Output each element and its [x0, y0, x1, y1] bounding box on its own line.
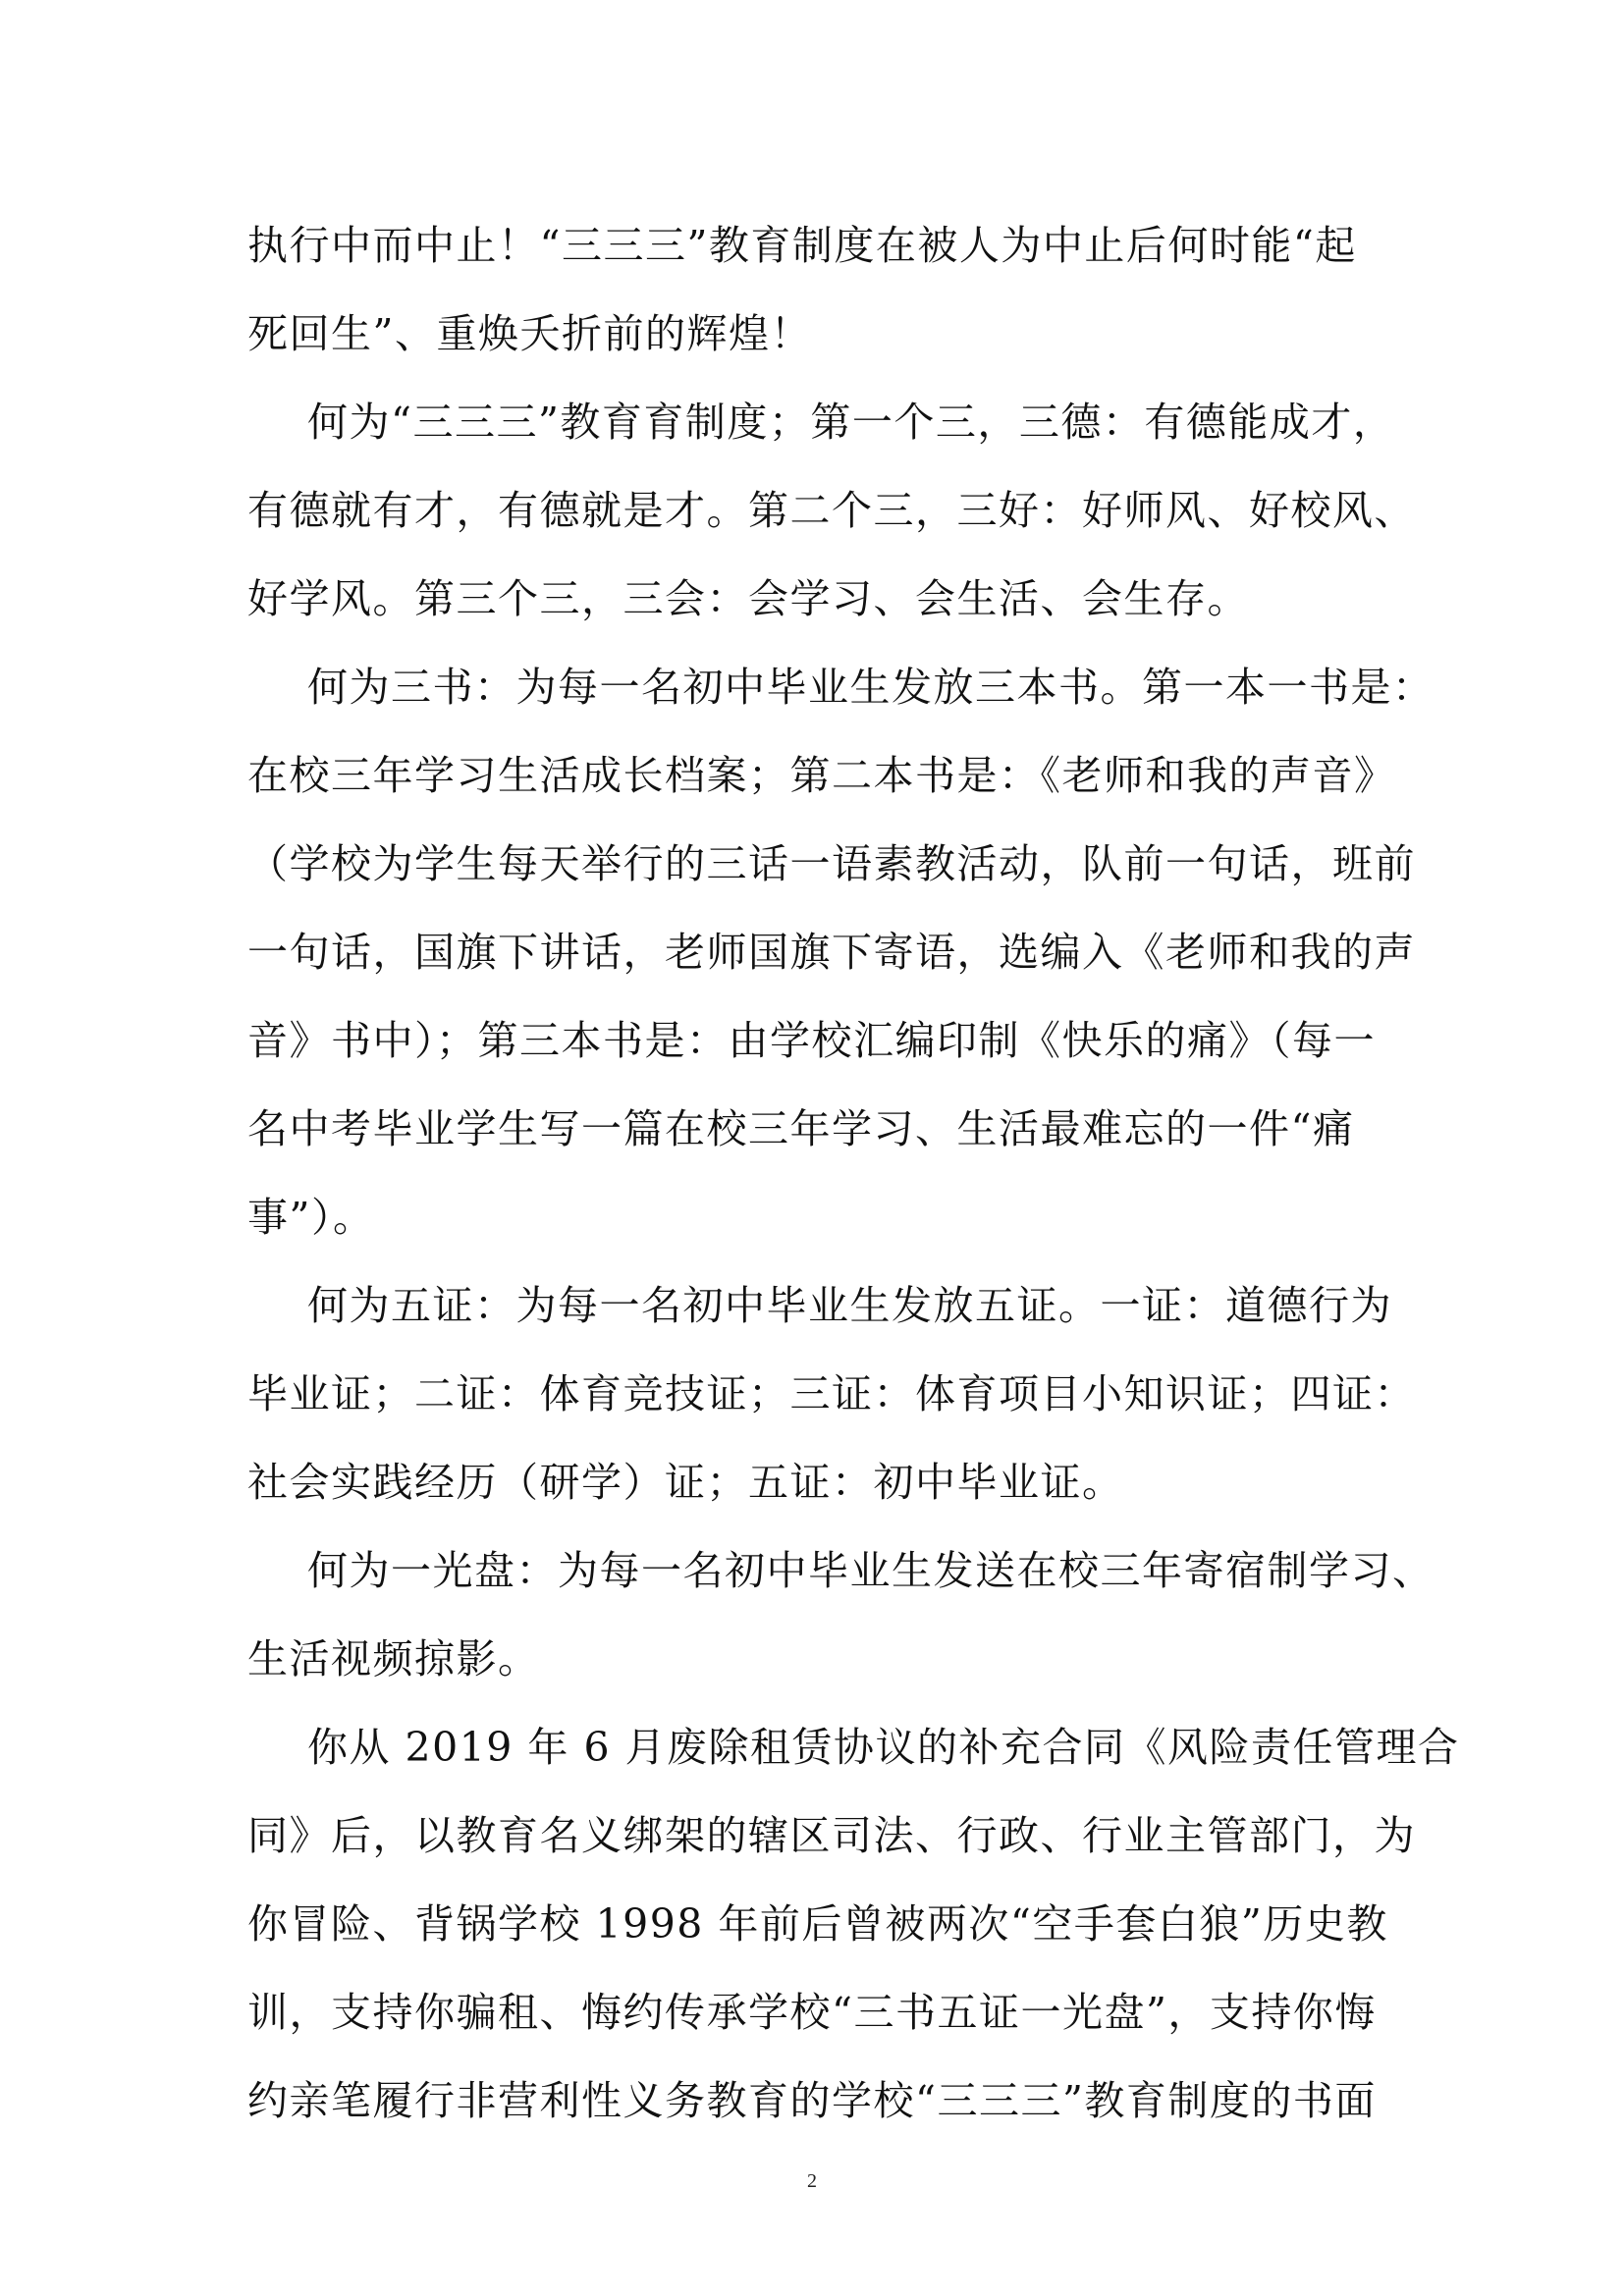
text-line-19: 同》后，以教育名义绑架的辖区司法、行政、行业主管部门，为: [247, 1812, 1416, 1859]
text-line-15: 社会实践经历（研学）证；五证：初中毕业证。: [247, 1459, 1124, 1506]
page-number: 2: [807, 2170, 817, 2192]
text-line-17: 生活视频掠影。: [247, 1635, 540, 1682]
paragraph-start-line-18: 你从 2019 年 6 月废除租赁协议的补充合同《风险责任管理合: [307, 1724, 1460, 1771]
text-line-14: 毕业证；二证：体育竞技证；三证：体育项目小知识证；四证：: [247, 1370, 1416, 1417]
text-line-8: （学校为学生每天举行的三话一语素教活动，队前一句话，班前: [247, 840, 1416, 887]
text-line-21: 训，支持你骗租、悔约传承学校“三书五证一光盘”，支持你悔: [247, 1989, 1377, 2036]
text-line-9: 一句话，国旗下讲话，老师国旗下寄语，选编入《老师和我的声: [247, 929, 1416, 976]
text-line-22: 约亲笔履行非营利性义务教育的学校“三三三”教育制度的书面: [247, 2077, 1377, 2124]
text-line-12: 事”）。: [247, 1194, 375, 1241]
text-line-10: 音》书中）；第三本书是：由学校汇编印制《快乐的痛》（每一: [247, 1017, 1376, 1064]
paragraph-start-line-6: 何为三书：为每一名初中毕业生发放三本书。第一本一书是：: [307, 664, 1435, 711]
paragraph-start-line-16: 何为一光盘：为每一名初中毕业生发送在校三年寄宿制学习、: [307, 1547, 1435, 1594]
paragraph-start-line-13: 何为五证：为每一名初中毕业生发放五证。一证：道德行为: [307, 1282, 1392, 1329]
text-line-5: 好学风。第三个三，三会：会学习、会生活、会生存。: [247, 575, 1249, 622]
text-line-11: 名中考毕业学生写一篇在校三年学习、生活最难忘的一件“痛: [247, 1105, 1355, 1152]
text-line-2: 死回生”、重焕夭折前的辉煌！: [247, 310, 812, 357]
text-line-4: 有德就有才，有德就是才。第二个三，三好：好师风、好校风、: [247, 487, 1416, 534]
text-line-20: 你冒险、背锅学校 1998 年前后曾被两次“空手套白狼”历史教: [247, 1900, 1388, 1948]
text-line-1: 执行中而中止！“三三三”教育制度在被人为中止后何时能“起: [247, 222, 1357, 269]
text-line-7: 在校三年学习生活成长档案；第二本书是：《老师和我的声音》: [247, 752, 1396, 799]
paragraph-start-line-3: 何为“三三三”教育育制度；第一个三，三德：有德能成才，: [307, 399, 1395, 446]
